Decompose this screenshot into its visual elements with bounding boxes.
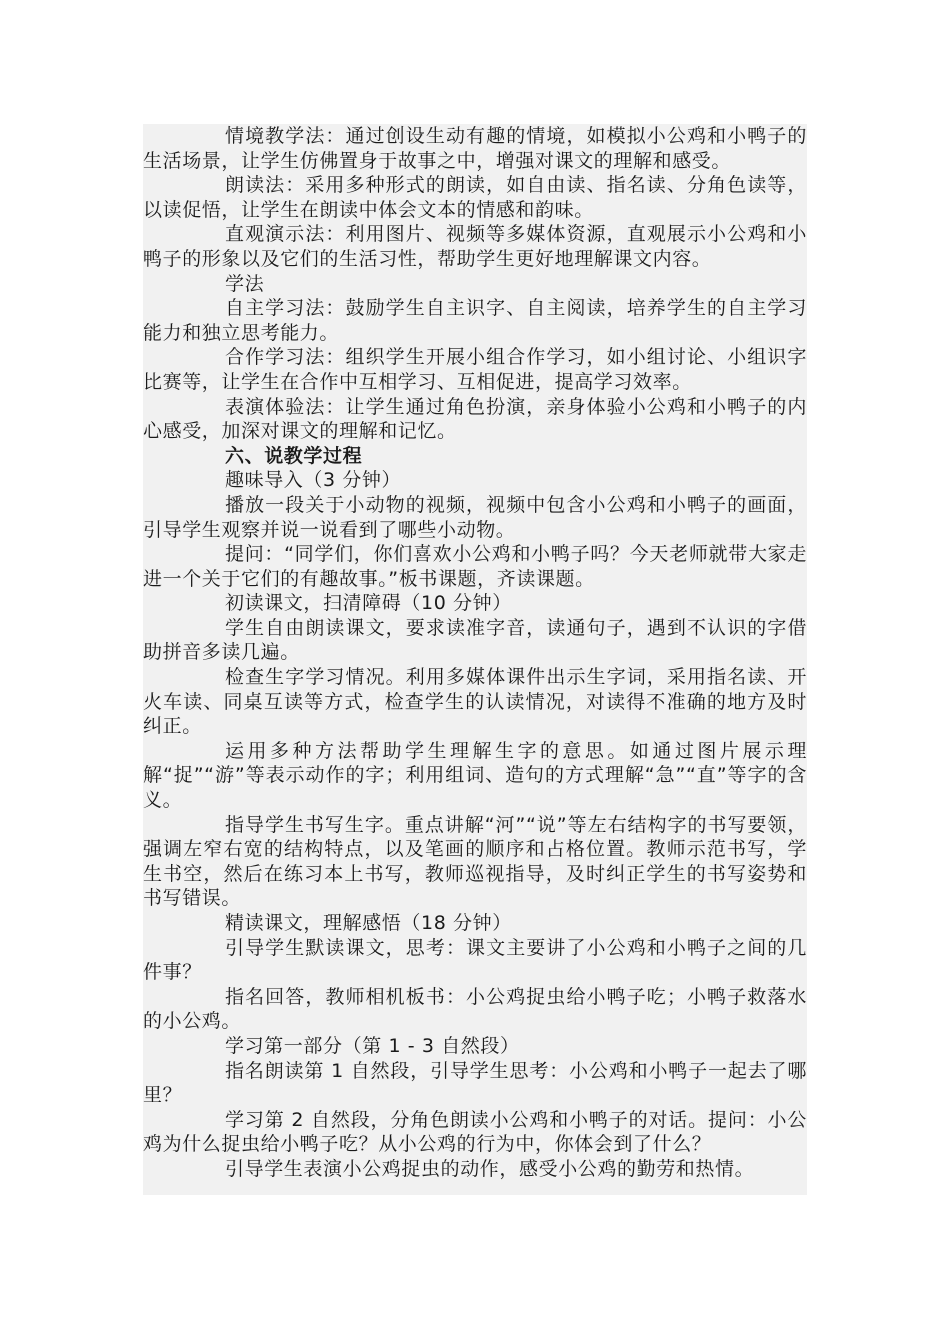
paragraph: 直观演示法：利用图片、视频等多媒体资源，直观展示小公鸡和小鸭子的形象以及它们的生活习性，帮助学生更好地理解课文内容。 xyxy=(143,223,807,270)
subsection-title: 趣味导入（3 分钟） xyxy=(225,469,402,492)
section-label: 学法 xyxy=(225,272,265,295)
paragraph: 播放一段关于小动物的视频，视频中包含小公鸡和小鸭子的画面，引导学生观察并说一说看到了哪些小动物。 xyxy=(143,493,807,541)
paragraph: 指名朗读第 1 自然段，引导学生思考：小公鸡和小鸭子一起去了哪里？ xyxy=(143,1059,807,1107)
paragraph: 表演体验法：让学生通过角色扮演，亲身体验小公鸡和小鸭子的内心感受，加深对课文的理解和记忆。 xyxy=(143,395,807,443)
paragraph: 朗读法：采用多种形式的朗读，如自由读、指名读、分角色读等，以读促悟，让学生在朗读中体会文本的情感和韵味。 xyxy=(143,174,807,221)
subsection-title: 精读课文，理解感悟（18 分钟） xyxy=(225,912,512,934)
paragraph: 合作学习法：组织学生开展小组合作学习，如小组讨论、小组识字比赛等，让学生在合作中互相学习、互相促进，提高学习效率。 xyxy=(143,346,807,393)
paragraph: 指名回答，教师相机板书：小公鸡捉虫给小鸭子吃；小鸭子救落水的小公鸡。 xyxy=(143,985,807,1033)
paragraph: 自主学习法：鼓励学生自主识字、自主阅读，培养学生的自主学习能力和独立思考能力。 xyxy=(143,297,807,344)
paragraph: 提问：“同学们，你们喜欢小公鸡和小鸭子吗？今天老师就带大家走进一个关于它们的有趣故事。”板书课题，齐读课题。 xyxy=(143,543,807,590)
paragraph: 学生自由朗读课文，要求读准字音，读通句子，遇到不认识的字借助拼音多读几遍。 xyxy=(143,616,807,664)
subsection-title: 初读课文，扫清障碍（10 分钟） xyxy=(225,592,512,615)
paragraph: 检查生字学习情况。利用多媒体课件出示生字词，采用指名读、开火车读、同桌互读等方式，检查学生的认读情况，对读得不准确的地方及时纠正。 xyxy=(143,666,807,738)
paragraph: 指导学生书写生字。重点讲解“河”“说”等左右结构字的书写要领，强调左窄右宽的结构特点，以及笔画的顺序和占格位置。教师示范书写，学生书空，然后在练习本上书写，教师巡视指导，及时纠正学生的书写姿势和书写错误。 xyxy=(143,813,807,910)
paragraph: 运用多种方法帮助学生理解生字的意思。如通过图片展示理解“捉”“游”等表示动作的字；利用组词、造句的方式理解“急”“直”等字的含义。 xyxy=(143,739,807,812)
section-heading: 六、说教学过程 xyxy=(225,444,363,467)
subsection-title: 学习第一部分（第 1 - 3 自然段） xyxy=(225,1034,520,1057)
document-text-block xyxy=(143,124,807,1195)
paragraph: 引导学生默读课文，思考：课文主要讲了小公鸡和小鸭子之间的几件事？ xyxy=(143,936,807,984)
paragraph: 学习第 2 自然段，分角色朗读小公鸡和小鸭子的对话。提问：小公鸡为什么捉虫给小鸭子吃？从小公鸡的行为中，你体会到了什么？ xyxy=(143,1108,807,1156)
paragraph: 情境教学法：通过创设生动有趣的情境，如模拟小公鸡和小鸭子的生活场景，让学生仿佛置身于故事之中，增强对课文的理解和感受。 xyxy=(143,125,807,172)
paragraph: 引导学生表演小公鸡捉虫的动作，感受小公鸡的勤劳和热情。 xyxy=(225,1157,755,1180)
